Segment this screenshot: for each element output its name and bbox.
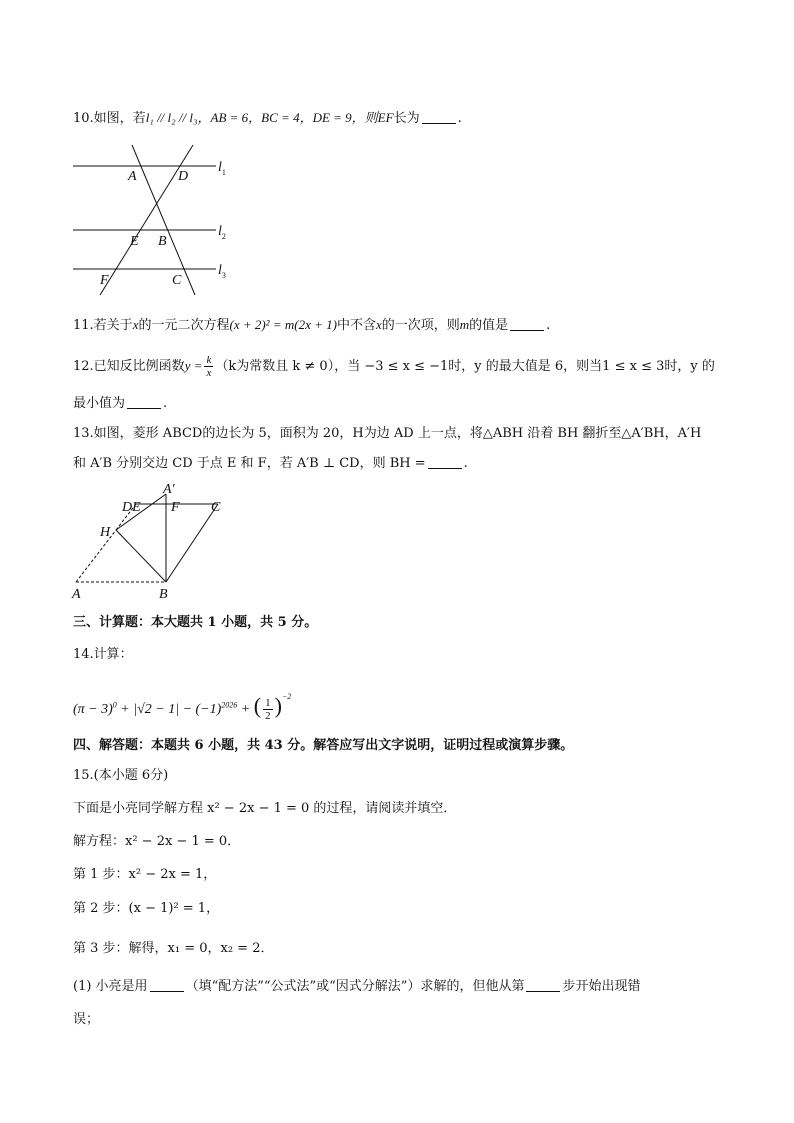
- frac-den: x: [206, 367, 212, 379]
- q12-y-eq: y =: [184, 358, 203, 373]
- label-C: C: [172, 273, 182, 288]
- q10-condition: l₁ // l₂ // l₃，AB = 6，BC = 4，DE = 9，则: [145, 110, 378, 125]
- label-B: B: [158, 234, 167, 249]
- label-l3: $l_3$: [218, 263, 226, 280]
- q15-p1-b: （填“配方法”“公式法”或“因式分解法”）求解的，但他从第: [185, 979, 525, 994]
- q15-step1: [73, 866, 216, 884]
- exp-neg2: −2: [281, 692, 292, 701]
- label-DE: DE: [122, 500, 141, 515]
- q11-x2: x: [375, 317, 382, 332]
- q10-text-b: 长为: [393, 111, 420, 126]
- answer-blank: [510, 318, 544, 331]
- q12-condition: （k为常数且 k ≠ 0），当 −3 ≤ x ≤ −1时，y 的最大值是 6，则当1 ≤ x ≤ 3时，y 的: [215, 359, 715, 374]
- q14-expression: [73, 688, 291, 722]
- question-12-line2: [73, 395, 167, 413]
- label-F: F: [100, 273, 109, 288]
- q13-line1: 13.如图，菱形 ABCD的边长为 5，面积为 20，H为边 AD 上一点，将△ABH 沿着 BH 翻折至△A′BH，A′H: [73, 426, 702, 441]
- answer-blank: [127, 396, 161, 409]
- q11-end: .: [546, 318, 551, 333]
- line-ac: [132, 145, 195, 295]
- label-l1: $l_1$: [218, 160, 226, 177]
- label-A: A: [128, 169, 137, 184]
- section-4-text: 四、解答题：本题共 6 小题，共 43 分。解答应写出文字说明，证明过程或演算步骤。: [73, 738, 574, 753]
- q15-step2: [73, 900, 219, 918]
- q11-equation: (x + 2)² = m(2x + 1): [229, 317, 337, 332]
- q15-p1-c: 步开始出现错: [562, 979, 641, 994]
- frac-num: k: [206, 354, 212, 366]
- q11-m: m: [459, 317, 470, 332]
- q12-fraction: [204, 354, 213, 379]
- q12-text-a: 12.已知反比例函数: [73, 359, 185, 374]
- expr-part-c: +: [240, 702, 251, 717]
- answer-blank: [526, 979, 560, 992]
- q15-step3-text: 第 3 步：解得，x₁ = 0，x₂ = 2．: [73, 941, 274, 956]
- q15-label-text: 15.(本小题 6分): [73, 768, 169, 783]
- expr-part-b: + |√2 − 1| − (−1): [120, 702, 222, 717]
- half-num: 1: [265, 697, 271, 710]
- answer-blank: [150, 979, 184, 992]
- label-H: H: [100, 525, 111, 540]
- q11-text-c: 中不含: [336, 318, 376, 333]
- section-3-title: [73, 614, 317, 632]
- q15-p1-a: (1) 小亮是用: [73, 979, 148, 994]
- q15-p1-d: 误；: [73, 1012, 100, 1027]
- label-E: E: [130, 234, 139, 249]
- paren-close: ): [274, 693, 282, 718]
- q15-part1: [73, 978, 640, 996]
- question-13: [73, 425, 701, 443]
- q15-step2-text: 第 2 步：(x − 1)² = 1，: [73, 901, 220, 916]
- question-13-line2: [73, 455, 468, 473]
- figure-13: [70, 482, 240, 602]
- q15-solve-text: 解方程：x² − 2x − 1 = 0．: [73, 834, 241, 849]
- q12-line2: 最小值为: [73, 396, 126, 411]
- q13-end: .: [463, 456, 468, 471]
- q11-text-d: 的一次项，则: [381, 318, 460, 333]
- label-F: F: [171, 500, 180, 515]
- expr-part-a: (π − 3): [73, 702, 113, 717]
- figure-10: [70, 140, 250, 300]
- label-A: A: [72, 587, 81, 602]
- q15-solve: [73, 833, 240, 851]
- q15-step1-text: 第 1 步：x² − 2x = 1，: [73, 867, 217, 882]
- question-12: [73, 354, 715, 379]
- question-11: [73, 316, 550, 335]
- section-3-text: 三、计算题：本大题共 1 小题，共 5 分。: [73, 615, 318, 630]
- paren-open: (: [253, 693, 262, 718]
- label-B: B: [159, 587, 168, 602]
- label-D: D: [178, 169, 189, 184]
- answer-blank: [422, 111, 456, 124]
- q14-label: 14.计算：: [73, 647, 133, 662]
- label-C: C: [211, 500, 221, 515]
- q11-text-a: 11.若关于: [73, 318, 133, 333]
- label-l2: $l_2$: [218, 224, 226, 241]
- q13-line2: 和 A′B 分别交边 CD 于点 E 和 F，若 A′B ⊥ CD，则 BH =: [73, 456, 426, 471]
- label-A-prime: A′: [163, 482, 175, 497]
- exp-2026: 2026: [221, 700, 238, 710]
- half-fraction: [263, 697, 273, 722]
- section-4-title: [73, 737, 573, 755]
- q10-text: 10.如图，若: [73, 111, 146, 126]
- q12-end: .: [163, 396, 168, 411]
- question-14: [73, 646, 133, 664]
- q11-x: x: [132, 317, 139, 332]
- q15-label: [73, 767, 168, 785]
- q11-text-e: 的值是: [469, 318, 509, 333]
- answer-blank: [428, 456, 462, 469]
- q15-part1-line2: [73, 1011, 99, 1029]
- q10-ef: EF: [377, 110, 394, 125]
- q15-step3: [73, 940, 273, 958]
- exp-0: 0: [112, 700, 117, 710]
- q15-intro: [73, 800, 456, 818]
- q11-text-b: 的一元二次方程: [138, 318, 230, 333]
- half-den: 2: [265, 710, 271, 723]
- q15-intro-text: 下面是小亮同学解方程 x² − 2x − 1 = 0 的过程，请阅读并填空．: [73, 801, 457, 816]
- edge-hb: [116, 530, 166, 582]
- question-10: [73, 109, 462, 128]
- q10-end: .: [457, 111, 462, 126]
- edge-cb: [166, 504, 218, 582]
